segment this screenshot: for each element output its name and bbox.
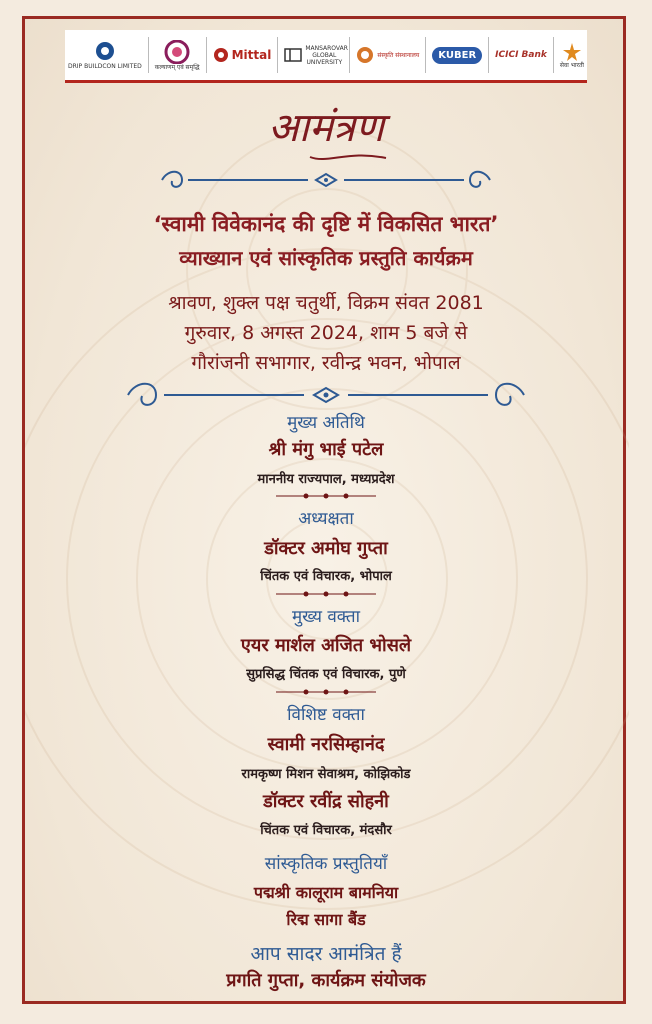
kalyan-emblem-icon: [163, 40, 191, 64]
logo-separator: [425, 37, 426, 73]
sponsor-logo-strip: [65, 30, 587, 83]
logo-separator: [488, 37, 489, 73]
special-speaker-2-name: डॉक्टर रवींद्र सोहनी: [263, 791, 389, 812]
presidency-role: अध्यक्षता: [298, 509, 354, 529]
chief-speaker-role: मुख्य वक्ता: [291, 607, 361, 627]
dot-divider-icon: [276, 492, 376, 500]
logo-separator: [277, 37, 278, 73]
mbu-emblem-icon: [284, 46, 302, 64]
seva-emblem-icon: [562, 42, 582, 62]
seva-logo-text: सेवा भारती: [559, 61, 584, 69]
cultural-performer-1: पद्मश्री कालूराम बामनिया: [253, 883, 399, 902]
special-speakers-role: विशिष्ट वक्ता: [287, 705, 365, 725]
kalyan-logo: [155, 33, 200, 77]
chief-speaker-name: एयर मार्शल अजित भोसले: [240, 635, 412, 656]
sanskriti-emblem-icon: [356, 46, 374, 64]
drp-logo-text: DRIP BUILDCON LIMITED: [68, 62, 142, 70]
dot-divider-icon: [276, 688, 376, 696]
presidency-name: डॉक्टर अमोघ गुप्ता: [264, 538, 388, 559]
mbu-logo: [284, 33, 348, 77]
special-speaker-1-desc: रामकृष्ण मिशन सेवाश्रम, कोझिकोड: [241, 767, 411, 782]
icici-logo-text: ICICI Bank: [495, 50, 547, 60]
chief-speaker-desc: सुप्रसिद्ध चिंतक एवं विचारक, पुणे: [246, 667, 406, 682]
dot-divider-icon: [276, 590, 376, 598]
drp-buildcon-logo: [68, 33, 142, 77]
sanskriti-logo: [356, 33, 419, 77]
top-ornament-divider: [158, 165, 494, 195]
heading-swash-icon: [308, 150, 388, 164]
icici-logo: [495, 33, 547, 77]
special-speaker-2-desc: चिंतक एवं विचारक, मंदसौर: [260, 823, 392, 838]
event-subtitle: व्याख्यान एवं सांस्कृतिक प्रस्तुति कार्यक्रम: [179, 246, 473, 270]
drp-emblem-icon: [92, 41, 118, 63]
kalyan-logo-text: कल्याणम् एवं समृद्धि: [154, 63, 200, 71]
logo-separator: [148, 37, 149, 73]
chief-guest-desc: माननीय राज्यपाल, मध्यप्रदेश: [257, 472, 395, 487]
logo-separator: [349, 37, 350, 73]
kuber-logo-text: KUBER: [432, 47, 482, 64]
mittal-logo: [213, 33, 272, 77]
special-speaker-1-name: स्वामी नरसिम्हानंद: [267, 734, 385, 755]
kuber-logo: [432, 33, 482, 77]
chief-guest-role: मुख्य अतिथि: [287, 413, 365, 433]
invite-line: आप सादर आमंत्रित हैं: [250, 943, 402, 965]
logo-separator: [206, 37, 207, 73]
event-venue: गौरांजनी सभागार, रवीन्द्र भवन, भोपाल: [191, 352, 461, 374]
chief-guest-name: श्री मंगु भाई पटेल: [268, 439, 384, 460]
event-title: ‘स्वामी विवेकानंद की दृष्टि में विकसित भारत’: [153, 212, 499, 236]
seva-logo: [560, 33, 584, 77]
sanskriti-logo-text: संस्कृति संस्थानालय: [377, 51, 420, 59]
event-date-hindu: श्रावण, शुक्ल पक्ष चतुर्थी, विक्रम संवत 2081: [168, 292, 484, 314]
cultural-performer-2: रिद्म सागा बैंड: [286, 910, 366, 929]
presidency-desc: चिंतक एवं विचारक, भोपाल: [260, 569, 392, 584]
cultural-role: सांस्कृतिक प्रस्तुतियाँ: [264, 854, 388, 874]
organizer-line: प्रगति गुप्ता, कार्यक्रम संयोजक: [226, 970, 426, 991]
event-date-time: गुरुवार, 8 अगस्त 2024, शाम 5 बजे से: [184, 322, 468, 344]
heading-amantran: आमंत्रण: [268, 105, 384, 151]
logo-separator: [553, 37, 554, 73]
mittal-emblem-icon: [213, 47, 229, 63]
mittal-logo-text: Mittal: [231, 48, 272, 62]
mbu-logo-text: MANSAROVAR GLOBAL UNIVERSITY: [305, 44, 348, 66]
